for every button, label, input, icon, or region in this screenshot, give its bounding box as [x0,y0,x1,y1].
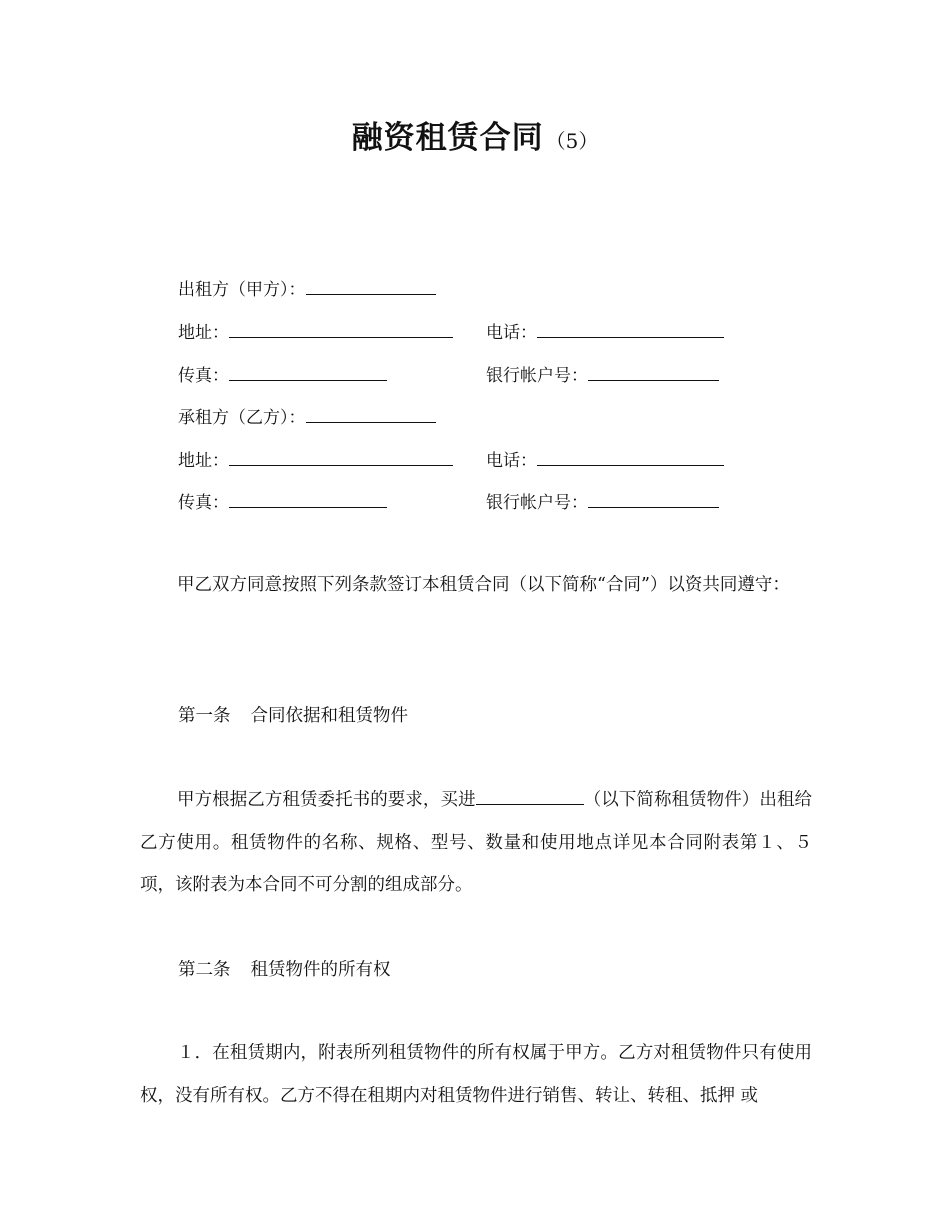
lessee-address-field [178,449,453,471]
lessor-address-field [178,321,453,343]
article2-title: 租赁物件的所有权 [250,960,391,980]
lessee-fax-blank [229,491,387,508]
lessee-bank-field [486,491,719,513]
lessor-fax-label: 传真： [178,366,229,386]
title-number: （5） [545,129,599,153]
article1-item-blank [476,788,584,805]
article1-heading [178,702,408,727]
lessee-phone-label: 电话： [486,451,537,471]
article1-text-after: （以下简称租赁物件）出租给 乙方使用。租赁物件的名称、规格、型号、数量和使用地点详见本合同附表第１、５项，该附表为本合同不可分割的组成部分。 [140,790,813,895]
lessee-phone-field [486,449,724,471]
lessee-address-label: 地址： [178,451,229,471]
article1-title: 合同依据和租赁物件 [250,706,408,726]
lessee-fax-field [178,491,387,513]
page-title [0,112,950,157]
lessor-phone-label: 电话： [486,323,537,343]
article2-heading [178,956,391,981]
article1-number: 第一条 [178,706,231,726]
lessor-phone-blank [537,321,724,338]
article1-paragraph [140,779,812,907]
title-main: 融资租赁合同 [351,120,544,156]
lessee-label: 承租方（乙方）： [178,408,306,428]
lessee-fax-label: 传真： [178,493,229,513]
lessor-name-field [178,278,436,300]
lessor-bank-label: 银行帐户号： [486,366,588,386]
lessor-name-blank [306,278,436,295]
lessor-address-blank [229,321,453,338]
lessor-fax-field [178,364,387,386]
intro-paragraph: 甲乙双方同意按照下列条款签订本租赁合同（以下简称“合同”）以资共同遵守： [177,575,790,595]
lessee-address-blank [229,449,453,466]
lessee-phone-blank [537,449,724,466]
article1-text-before: 甲方根据乙方租赁委托书的要求，买进 [177,790,476,810]
lessor-label: 出租方（甲方）： [178,280,306,300]
lessee-name-blank [306,406,436,423]
lessor-bank-field [486,364,719,386]
article2-number: 第二条 [178,960,231,980]
lessor-bank-blank [588,364,719,381]
lessor-phone-field [486,321,724,343]
lessee-bank-label: 银行帐户号： [486,493,588,513]
article2-clause1: １．在租赁期内，附表所列租赁物件的所有权属于甲方。乙方对租赁物件只有使用权，没有所有权。乙方不得在租期内对租赁物件进行销售、转让、转租、抵押 或 [140,1043,812,1106]
lessee-bank-blank [588,491,719,508]
lessor-address-label: 地址： [178,323,229,343]
lessee-name-field [178,406,436,428]
lessor-fax-blank [229,364,387,381]
